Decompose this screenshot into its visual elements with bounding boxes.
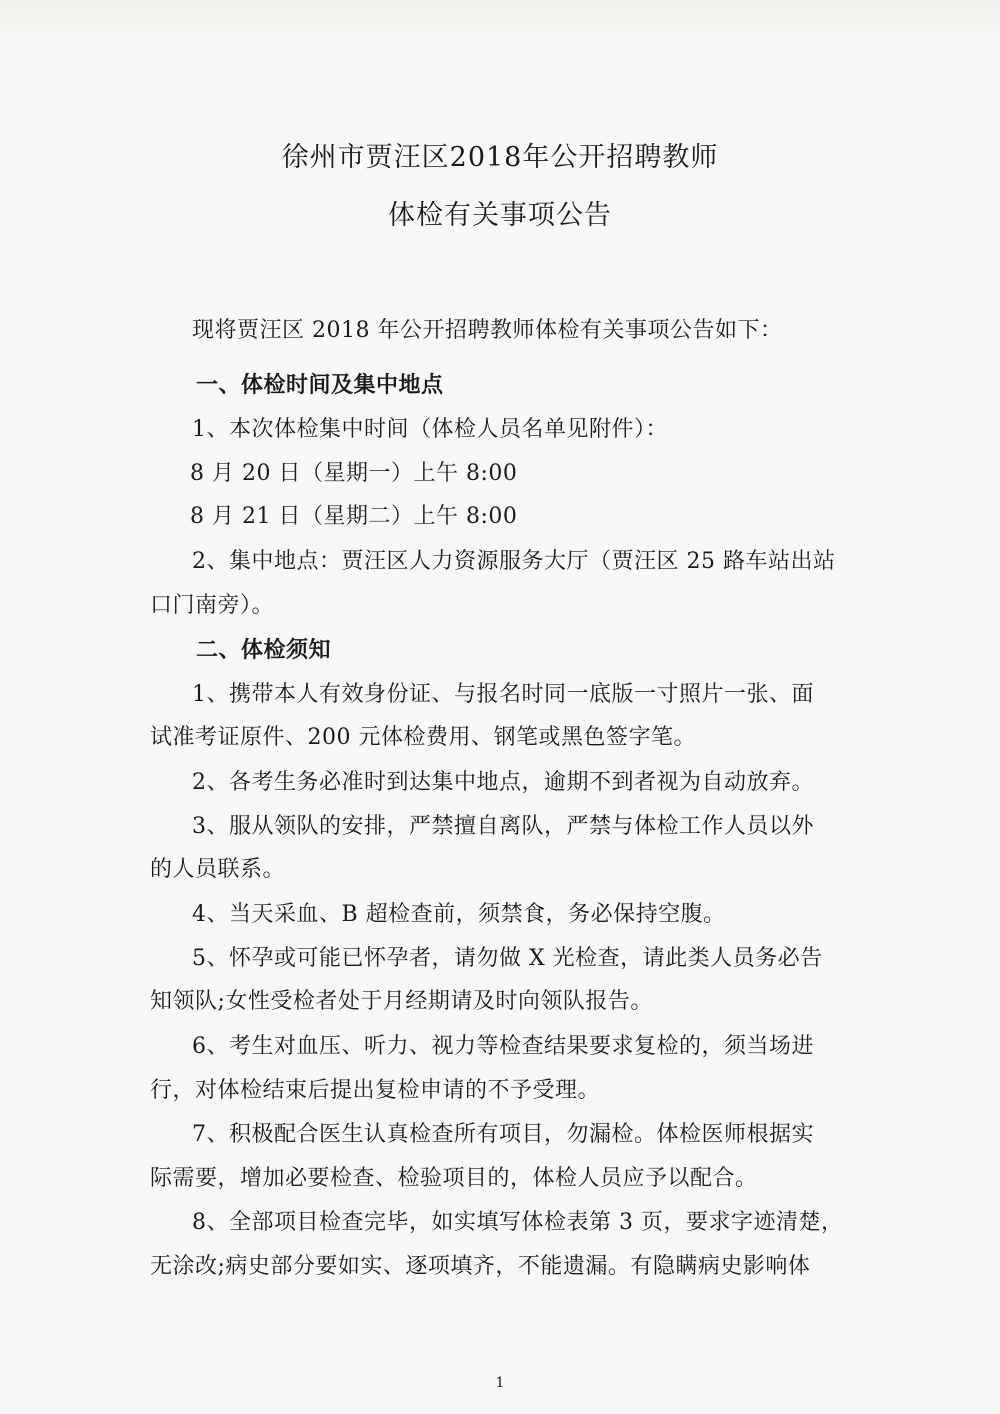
section-1-date-1: 8 月 20 日（星期一）上午 8:00 bbox=[190, 461, 518, 486]
notice-4: 4、当天采血、B 超检查前，须禁食，务必保持空腹。 bbox=[192, 902, 726, 927]
notice-8-line-1: 8、全部项目检查完毕，如实填写体检表第 3 页，要求字迹清楚， bbox=[192, 1210, 844, 1235]
notice-6-line-2: 行，对体检结束后提出复检申请的不予受理。 bbox=[150, 1078, 601, 1103]
notice-6-line-1: 6、考生对血压、听力、视力等检查结果要求复检的，须当场进 bbox=[192, 1034, 814, 1059]
section-1-date-2: 8 月 21 日（星期二）上午 8:00 bbox=[190, 504, 518, 529]
notice-2: 2、各考生务必准时到达集中地点，逾期不到者视为自动放弃。 bbox=[192, 770, 814, 795]
section-2-heading: 二、体检须知 bbox=[196, 637, 332, 663]
notice-1-line-1: 1、携带本人有效身份证、与报名时同一底版一寸照片一张、面 bbox=[192, 682, 814, 707]
section-1-item-2-line-2: 口门南旁）。 bbox=[150, 593, 275, 618]
document-title-line-1: 徐州市贾汪区2018年公开招聘教师 bbox=[281, 142, 719, 173]
notice-5-line-2: 知领队;女性受检者处于月经期请及时向领队报告。 bbox=[150, 989, 653, 1014]
section-1-item-2-line-1: 2、集中地点：贾汪区人力资源服务大厅（贾汪区 25 路车站出站 bbox=[192, 549, 836, 574]
section-1-item-1: 1、本次体检集中时间（体检人员名单见附件）： bbox=[192, 417, 668, 442]
notice-1-line-2: 试准考证原件、200 元体检费用、钢笔或黑色签字笔。 bbox=[150, 725, 696, 750]
notice-7-line-2: 际需要，增加必要检查、检验项目的，体检人员应予以配合。 bbox=[150, 1166, 758, 1191]
notice-7-line-1: 7、积极配合医生认真检查所有项目，勿漏检。体检医师根据实 bbox=[192, 1122, 814, 1147]
intro-paragraph: 现将贾汪区 2018 年公开招聘教师体检有关事项公告如下： bbox=[192, 318, 783, 343]
document-title-line-2: 体检有关事项公告 bbox=[388, 200, 612, 231]
section-1-heading: 一、体检时间及集中地点 bbox=[196, 372, 444, 398]
notice-3-line-1: 3、服从领队的安排，严禁擅自离队，严禁与体检工作人员以外 bbox=[192, 814, 814, 839]
notice-3-line-2: 的人员联系。 bbox=[150, 857, 286, 882]
notice-8-line-2: 无涂改;病史部分要如实、逐项填齐，不能遗漏。有隐瞒病史影响体 bbox=[150, 1254, 811, 1279]
notice-5-line-1: 5、怀孕或可能已怀孕者，请勿做 X 光检查，请此类人员务必告 bbox=[192, 946, 823, 971]
page-number: 1 bbox=[495, 1375, 505, 1391]
scan-shadow bbox=[0, 0, 1000, 40]
